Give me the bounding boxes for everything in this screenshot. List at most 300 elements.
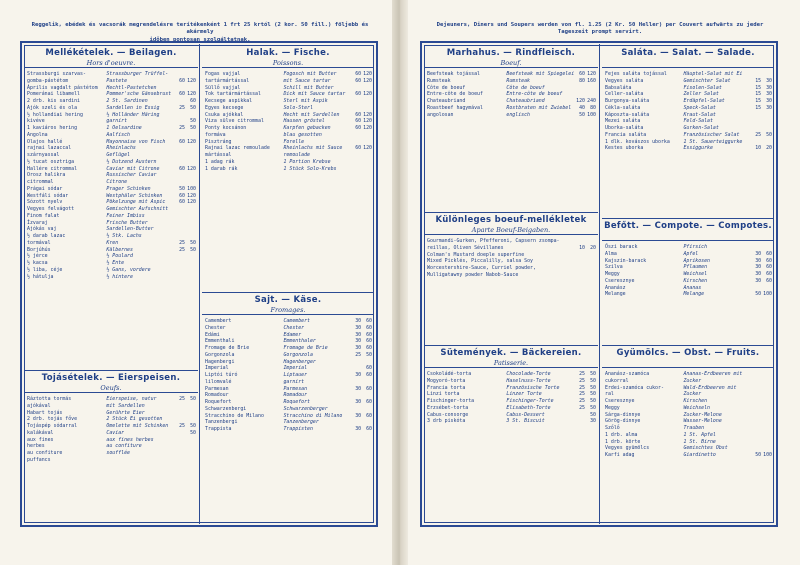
menu-item — [27, 71, 196, 78]
item-name-hu: Vegyes saláta — [605, 77, 644, 84]
item-name-de: ½ Gans, vordere — [106, 266, 151, 273]
item-name-de: remoulade — [283, 152, 310, 158]
item-name-de: Gerührte Eier — [106, 409, 145, 416]
price-portion: 50 — [179, 185, 185, 192]
price-portion — [750, 405, 761, 412]
item-name-hu: Beefsteak tojással — [427, 71, 480, 77]
item-name-de: Schwarzenberger — [283, 405, 328, 412]
item-name-de — [506, 265, 574, 272]
menu-item — [205, 318, 372, 325]
item-name-hu: formáva — [205, 131, 226, 138]
item-name-hu: Colman's Mustard doeple superfine — [427, 251, 525, 258]
menu-item — [27, 199, 196, 206]
price-portion — [174, 233, 185, 240]
price-double: 160 — [587, 77, 596, 84]
item-name-de: Liptauer — [283, 372, 308, 378]
item-name-de: Solo-Sterl — [283, 104, 313, 111]
menu-item — [205, 98, 372, 105]
price-double — [185, 213, 196, 220]
item-name-de: Sardellen-Butter — [106, 226, 154, 233]
item-name-hu: Ajókás vaj — [27, 226, 57, 233]
price-double: 30 — [766, 104, 772, 111]
item-name-hu: ½ hátulja — [27, 273, 54, 280]
item-name-de: 1 St. Sauerteiggurke — [683, 138, 743, 145]
price-double — [361, 419, 372, 426]
menu-item — [27, 260, 196, 267]
menu-item — [605, 432, 772, 439]
item-name-hu: Ananász — [605, 284, 626, 291]
price-double — [361, 166, 372, 173]
price-double — [361, 98, 372, 105]
item-name-hu: Linzi torta — [427, 391, 460, 398]
menu-item — [205, 125, 372, 132]
price-portion: 60 — [179, 165, 185, 172]
price-portion — [174, 85, 185, 92]
section-subtitle: Fromages. — [270, 306, 306, 314]
price-portion: 60 — [579, 71, 585, 77]
item-name-hu: Celler-saláta — [605, 91, 644, 98]
price-portion — [174, 260, 185, 267]
price-portion — [174, 132, 185, 139]
item-name-hu: Côte de boeuf — [427, 84, 466, 91]
price-double — [585, 85, 596, 92]
item-name-hu: ½ darab lazac — [27, 233, 66, 239]
price-portion — [350, 139, 361, 146]
price-portion: 60 — [179, 91, 185, 98]
section-title: Tojásételek. — Eierspeisen. — [41, 373, 181, 383]
price-double — [761, 378, 772, 385]
item-name-hu: rajnai lazaccal — [27, 145, 72, 152]
item-name-hu: angolosan — [427, 111, 454, 118]
menu-item — [205, 379, 372, 386]
price-portion: 60 — [355, 77, 362, 84]
price-double: 50 — [366, 351, 372, 358]
section-tojasetelek — [24, 370, 198, 520]
price-double — [185, 85, 196, 92]
price-portion — [750, 412, 761, 419]
menu-item — [605, 258, 772, 265]
price-portion — [174, 457, 185, 464]
menu-item — [605, 452, 772, 459]
item-name-hu: Burgonya-saláta — [605, 98, 650, 104]
menu-item — [427, 245, 596, 252]
price-double: 120 — [363, 71, 372, 77]
price-double: 120 — [187, 138, 196, 145]
price-portion — [574, 418, 585, 425]
item-name-de: Französischer Salat — [683, 131, 740, 138]
price-portion — [574, 252, 585, 259]
item-name-de: Citrone — [106, 179, 128, 185]
item-name-hu: Gorgonzola — [205, 351, 235, 358]
item-name-de: Parmesan — [283, 385, 308, 392]
price-double: 100 — [763, 291, 772, 298]
price-portion — [174, 213, 185, 220]
price-double — [185, 226, 196, 233]
item-name-hu: 2 drb. kis sardini — [27, 98, 80, 104]
menu-item — [427, 385, 596, 392]
item-name-hu: Chester — [205, 324, 226, 331]
item-name-de: Fogosch mit Butter — [283, 71, 337, 77]
price-portion — [750, 439, 761, 446]
item-name-hu: herbes — [27, 443, 45, 450]
item-name-hu: Chateaubriand — [427, 98, 466, 104]
price-portion: 25 — [179, 423, 185, 429]
price-portion — [350, 132, 361, 139]
item-name-de: garnirt — [106, 118, 128, 125]
price-portion: 30 — [355, 385, 362, 392]
price-double: 120 — [187, 91, 196, 98]
price-double: 30 — [766, 91, 772, 98]
item-name-de: Karpfen gebacken — [283, 125, 331, 131]
menu-item — [427, 98, 596, 105]
price-portion: 30 — [755, 250, 762, 257]
price-portion: 25 — [179, 246, 185, 253]
price-portion: 50 — [755, 452, 762, 458]
price-portion — [350, 152, 361, 159]
price-double — [761, 71, 772, 78]
item-name-de: Apfel — [683, 250, 699, 257]
item-name-de: Fischinger-Torte — [506, 398, 554, 404]
price-portion: 30 — [355, 426, 362, 432]
section-title: Sütemények. — Bäckereien. — [440, 348, 582, 358]
section-mellektetek — [24, 46, 198, 364]
item-name-de: Rostbraten mit Zwiebel — [506, 104, 572, 111]
item-name-hu: 1 dlk. kovászos uborka — [605, 138, 670, 145]
item-name-hu: Cseresznye — [605, 398, 635, 404]
item-name-de: Aprikosen — [683, 257, 710, 264]
section-title: Saláta. — Salat. — Salade. — [621, 48, 755, 58]
item-name-de: Frische Butter — [106, 219, 148, 226]
price-portion — [350, 159, 361, 166]
price-double — [585, 265, 596, 272]
menu-item — [205, 159, 372, 166]
menu-item — [605, 425, 772, 432]
menu-item — [427, 265, 596, 272]
price-double — [761, 425, 772, 432]
item-name-de: Gemischter Salat — [683, 77, 731, 84]
price-double: 120 — [587, 71, 596, 77]
header-note-right: Dejeuners, Diners und Soupers werden von fl. 1.25 (2 Kr. 50 Heller) per Couvert aufwärts zu jeder Tageszeit prompt servirt. — [436, 22, 764, 36]
menu-item — [205, 372, 372, 379]
price-double — [361, 392, 372, 399]
menu-item — [205, 78, 372, 85]
item-name-de: Sterl mit Aspik — [283, 98, 328, 104]
price-portion — [350, 85, 361, 92]
item-name-hu: lilomvalé — [205, 378, 232, 385]
item-name-hu: Schwarzenbergi — [205, 405, 247, 412]
item-name-de: Zucker — [683, 377, 702, 384]
item-name-de: Gemischtes Obst — [683, 445, 728, 452]
item-list — [424, 368, 598, 425]
menu-item — [27, 437, 196, 444]
menu-item — [605, 132, 772, 139]
item-name-hu: Tok tartármártással — [205, 91, 261, 98]
section-subtitle: Patisserie. — [493, 359, 529, 367]
menu-item — [205, 71, 372, 78]
item-name-de: Kirschen — [683, 398, 708, 404]
item-name-hu: Roastbeef hagymával — [427, 104, 483, 111]
item-name-hu: Sózott nyelv — [27, 199, 63, 206]
item-name-de: Hecht mit Sardellen — [283, 111, 340, 118]
price-double: 50 — [190, 246, 196, 253]
item-name-de: 2 Stück Ei gesotten — [106, 416, 163, 423]
menu-item — [27, 403, 196, 410]
price-double: 50 — [190, 429, 196, 436]
item-name-de: Fromage de Brie — [283, 345, 328, 351]
price-double: 60 — [190, 98, 196, 104]
item-name-de: Chateaubriand — [506, 98, 545, 104]
menu-item — [427, 71, 596, 78]
item-name-hu: Ajók szeli és ola — [27, 104, 78, 111]
item-name-de: Chester — [283, 324, 305, 331]
item-name-de: Pommer'sche Gänsebrust — [106, 91, 172, 98]
price-double: 120 — [187, 192, 196, 199]
item-name-de: Pastete — [106, 77, 128, 84]
menu-item — [27, 233, 196, 240]
price-double: 50 — [590, 391, 596, 398]
price-portion: 25 — [179, 125, 185, 131]
menu-item — [205, 392, 372, 399]
price-double — [761, 244, 772, 251]
price-portion: 25 — [179, 104, 185, 111]
item-name-hu: Babsaláta — [605, 84, 632, 91]
section-title: Különleges boeuf-mellékletek — [435, 215, 587, 225]
item-name-de: Gorgonzola — [283, 351, 313, 358]
menu-item — [27, 416, 196, 423]
price-double: 60 — [366, 345, 372, 351]
price-portion: 15 — [755, 98, 762, 104]
menu-item — [605, 139, 772, 146]
menu-item — [27, 450, 196, 457]
price-double: 50 — [590, 377, 596, 384]
price-double — [185, 206, 196, 213]
menu-item — [605, 244, 772, 251]
item-name-de: Ananas — [683, 284, 702, 291]
section-subtitle: Oeufs. — [100, 384, 122, 392]
menu-item — [27, 139, 196, 146]
menu-item — [205, 406, 372, 413]
item-name-de: Feld-Salat — [683, 118, 713, 125]
item-name-hu: 1 kaviáros hering — [27, 125, 78, 131]
item-name-de: au confiture — [106, 443, 142, 450]
price-double: 30 — [766, 77, 772, 84]
item-name-de: englisch — [506, 111, 530, 118]
section-title: Marhahus. — Rindfleisch. — [446, 48, 576, 58]
item-name-hu: Mulligatawny powder Nabob-Sauce — [427, 271, 519, 278]
item-name-hu: Tanzenbergi — [205, 419, 238, 426]
price-portion: 60 — [179, 77, 185, 84]
item-name-de: Camembert — [283, 318, 310, 324]
item-name-hu: Kajszin-barack — [605, 257, 647, 264]
price-portion — [750, 125, 761, 132]
item-name-de: ½ hintere — [106, 273, 133, 280]
item-name-de: Kren — [106, 239, 119, 246]
price-portion — [174, 450, 185, 457]
item-name-hu: 2 drb. tojás főve — [27, 416, 78, 423]
price-double: 60 — [366, 365, 372, 372]
item-name-hu: 1 drb. körte — [605, 438, 641, 445]
price-double: 120 — [363, 91, 372, 98]
item-name-hu: Ízvaraj — [27, 219, 48, 226]
item-name-hu: cukorral — [605, 377, 629, 384]
item-name-de: Geflügel — [106, 152, 130, 158]
item-name-de: Prager Schinken — [106, 185, 151, 192]
item-name-de: Aalfisch — [106, 131, 130, 138]
price-double — [361, 359, 372, 366]
item-name-hu: Ananász-szamóca — [605, 371, 650, 377]
price-double — [585, 272, 596, 279]
item-name-de: Kraut-Salat — [683, 111, 716, 118]
menu-item — [605, 251, 772, 258]
price-double — [761, 445, 772, 452]
item-name-de: Trappisten — [283, 426, 313, 432]
menu-item — [605, 278, 772, 285]
item-name-de: Romadour — [283, 392, 308, 399]
price-double — [185, 179, 196, 186]
price-portion: 60 — [355, 145, 362, 152]
item-name-de: Strassburger Trüffel- — [106, 71, 169, 77]
price-double — [761, 385, 772, 392]
item-name-hu: Imperial — [205, 365, 229, 372]
price-portion: 10 — [755, 145, 762, 152]
section-title: Sajt. — Käse. — [254, 295, 322, 305]
item-name-de: Dick mit Sauce tartar — [283, 91, 346, 98]
price-portion — [174, 71, 185, 78]
menu-item — [427, 405, 596, 412]
price-double: 60 — [366, 331, 372, 338]
price-portion: 60 — [179, 138, 185, 145]
item-name-hu: puffancs — [27, 456, 51, 463]
price-double: 100 — [763, 452, 772, 458]
section-befott — [602, 218, 774, 336]
item-name-hu: Romadour — [205, 392, 229, 399]
price-portion — [174, 179, 185, 186]
item-name-hu: Cékla-saláta — [605, 104, 641, 111]
item-name-de: 1 Oelsardine — [106, 125, 142, 131]
menu-item — [27, 91, 196, 98]
price-double: 100 — [587, 111, 596, 118]
item-name-de: Russischer Caviar — [106, 172, 157, 179]
price-double: 50 — [190, 423, 196, 429]
menu-item — [27, 186, 196, 193]
price-portion — [174, 226, 185, 233]
item-name-de: Essiggurke — [683, 145, 713, 152]
price-portion — [174, 443, 185, 450]
menu-item — [605, 271, 772, 278]
price-double: 60 — [766, 271, 772, 277]
menu-item — [27, 240, 196, 247]
price-portion: 25 — [355, 351, 362, 358]
section-halak — [202, 46, 374, 266]
price-portion: 60 — [355, 118, 362, 125]
right-column-divider — [599, 44, 600, 524]
price-portion: 60 — [355, 111, 362, 118]
price-portion: 30 — [355, 318, 362, 324]
price-double: 50 — [590, 404, 596, 411]
price-portion — [350, 406, 361, 413]
item-name-de: 1 Stück Solo-Krebs — [283, 165, 337, 172]
item-name-hu: Hallére citrommal — [27, 165, 78, 172]
menu-item — [205, 338, 372, 345]
item-name-hu: Szilva — [605, 264, 623, 271]
item-name-de: Caviar — [106, 429, 125, 436]
item-name-hu: citrommal — [27, 179, 54, 185]
item-name-hu: Mezei saláta — [605, 118, 641, 125]
item-list — [424, 235, 598, 279]
item-name-hu: Melange — [605, 291, 626, 298]
item-name-de: Hechtl-Pastetchen — [106, 84, 157, 91]
price-portion — [350, 419, 361, 426]
item-name-de: 1 St. Apfel — [683, 431, 716, 438]
price-double: 240 — [587, 98, 596, 104]
item-name-hu: Borjúhús — [27, 246, 51, 253]
item-name-hu: Április vagdalt pástétom — [27, 84, 98, 91]
item-name-de: Trauben — [683, 425, 705, 431]
price-double — [185, 152, 196, 159]
price-portion — [174, 152, 185, 159]
menu-item — [205, 152, 372, 159]
item-name-hu: Fischinger-torta — [427, 398, 475, 404]
menu-item — [205, 132, 372, 139]
item-name-hu: Francia torta — [427, 384, 466, 391]
price-double — [361, 139, 372, 146]
menu-item — [27, 166, 196, 173]
item-name-de: Hausen gröstel — [283, 118, 325, 125]
price-portion: 30 — [355, 345, 362, 351]
price-double: 120 — [363, 77, 372, 84]
menu-item — [605, 378, 772, 385]
item-name-de: Rumsteak — [506, 77, 530, 84]
menu-item — [27, 125, 196, 132]
price-double — [585, 258, 596, 265]
menu-item — [605, 291, 772, 298]
section-kulonleges — [424, 212, 598, 318]
item-name-de: Feiner Imbiss — [106, 212, 145, 219]
price-portion — [174, 253, 185, 260]
item-name-hu: ½ jérce — [27, 253, 48, 260]
price-portion: 30 — [755, 271, 762, 277]
price-double — [761, 391, 772, 398]
price-double — [761, 439, 772, 446]
item-list — [202, 315, 374, 433]
menu-item — [205, 386, 372, 393]
menu-item — [27, 145, 196, 152]
item-name-hu: Pisztráng — [205, 138, 232, 145]
menu-item — [27, 443, 196, 450]
item-name-de: Wald-Erdbeeren mit — [683, 384, 737, 391]
item-name-de: Westphäler Schinken — [106, 192, 163, 199]
price-double: 60 — [366, 372, 372, 378]
item-name-hu: ½ tucat osztriga — [27, 158, 75, 165]
price-portion: 25 — [579, 384, 585, 391]
item-name-de: Zeller Salat — [683, 91, 719, 98]
item-name-hu: ½ hollandiai hering — [27, 111, 83, 118]
price-portion — [350, 166, 361, 173]
price-portion — [750, 371, 761, 378]
menu-item — [427, 418, 596, 425]
price-double — [361, 105, 372, 112]
menu-item — [205, 118, 372, 125]
item-name-hu: 1 darab rák — [205, 165, 238, 172]
price-portion — [574, 272, 585, 279]
price-portion: 25 — [755, 131, 762, 138]
price-portion: 30 — [355, 338, 362, 345]
menu-item — [27, 118, 196, 125]
section-sajt — [202, 292, 374, 520]
item-name-de: Rheinlachs mit Sauce — [283, 145, 343, 152]
price-portion — [350, 105, 361, 112]
item-name-hu: Ponty kocsánon — [205, 125, 247, 131]
